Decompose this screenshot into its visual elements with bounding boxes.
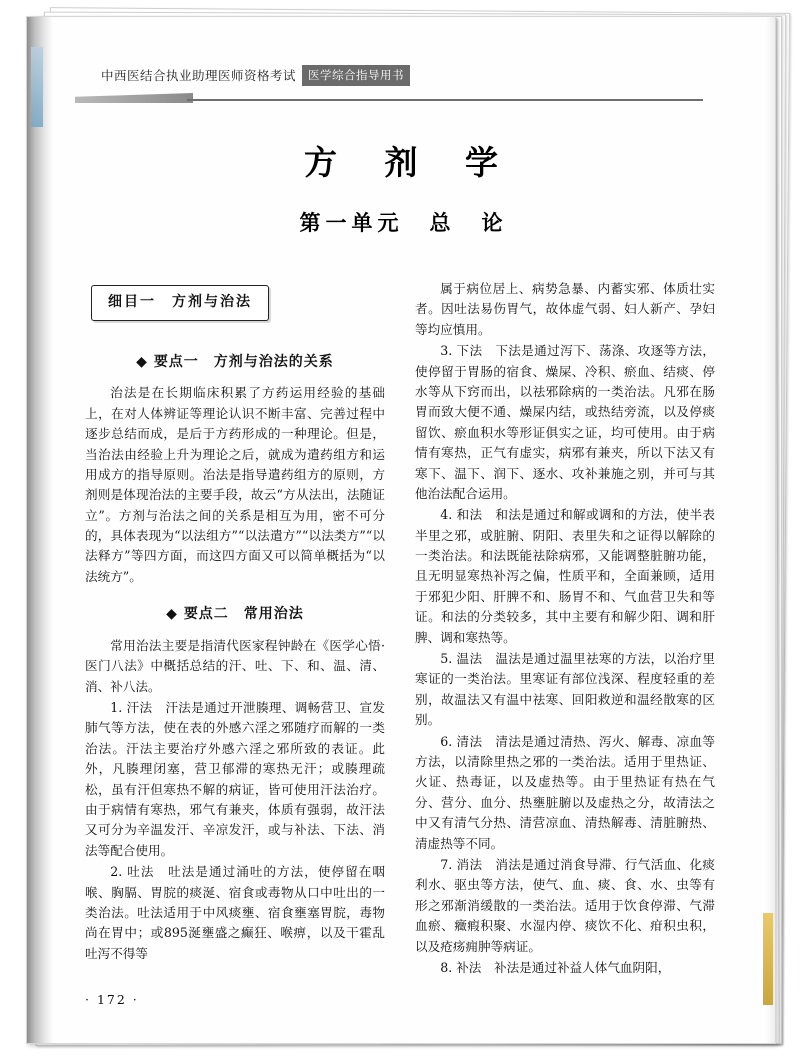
header-rule — [75, 91, 703, 107]
point-heading-two: ◆ 要点二 常用治法 — [166, 606, 304, 623]
page-title: 方 剂 学 — [304, 143, 516, 182]
page-corner-tab — [763, 913, 773, 1005]
paragraph: 1. 汗法 汗法是通过开泄腠理、调畅营卫、宣发肺气等方法，使在表的外感六淫之邪随疗而解的一类治法。汗法主要治疗外感六淫之邪所致的表证。此外，凡腠理闭塞，营卫郁滞的寒热无汗；或腠理疏松，虽有汗但寒热不解的病证，皆可使用汗法治疗。由于病情有寒热，邪气有兼夹，体质有强弱，故汗法又可分为辛温发汗、辛凉发汗，或与补法、下法、消法等配合使用。 — [85, 700, 385, 858]
paragraph: 2. 吐法 吐法是通过涌吐的方法，使停留在咽喉、胸膈、胃脘的痰涎、宿食或毒物从口中吐出的一类治法。吐法适用于中风痰壅、宿食壅塞胃脘，毒物尚在胃中；或895涎壅盛之癫狂、喉痹，以及干霍乱吐泻不得等 — [85, 864, 385, 961]
paragraph: 7. 消法 消法是通过消食导滞、行气活血、化痰利水、驱虫等方法，使气、血、痰、食、水、虫等有形之邪渐消缓散的一类治法。适用于饮食停滞、气滞血瘀、癥瘕积聚、水湿内停、痰饮不化、疳积虫积，以及疮疡痈肿等病证。 — [415, 856, 715, 954]
paragraph: 6. 清法 清法是通过清热、泻火、解毒、凉血等方法，以清除里热之邪的一类治法。适用于里热证、火证、热毒证，以及虚热等。由于里热证有热在气分、营分、血分、热壅脏腑以及虚热之分，故清法之中又有清气分热、清营凉血、清热解毒、清脏腑热、清虚热等不同。 — [415, 733, 715, 851]
section-heading: 细目一 方剂与治法 — [91, 285, 269, 321]
column-right — [415, 279, 715, 979]
running-head-badge: 医学综合指导用书 — [302, 65, 410, 86]
paragraph: 3. 下法 下法是通过泻下、荡涤、攻逐等方法，使停留于胃肠的宿食、燥屎、冷积、瘀血、结痰、停水等从下窍而出，以祛邪除病的一类治法。凡邪在肠胃而致大便不通、燥屎内结，或热结旁流，以及停痰留饮、瘀血积水等形证俱实之证，均可使用。由于病情有寒热，正气有虚实，病邪有兼夹，所以下法又有寒下、温下、润下、逐水、攻补兼施之别，并可与其他治法配合运用。 — [415, 343, 715, 501]
paragraph: 5. 温法 温法是通过温里祛寒的方法，以治疗里寒证的一类治法。里寒证有部位浅深、程度轻重的差别，故温法又有温中祛寒、回阳救逆和温经散寒的区别。 — [415, 651, 715, 728]
running-head — [101, 64, 701, 86]
unit-title: 第一单元 总 论 — [299, 210, 508, 235]
paragraph: 8. 补法 补法是通过补益人体气血阴阳， — [440, 959, 671, 975]
body-columns — [85, 279, 715, 979]
running-head-title: 中西医结合执业助理医师资格考试 — [101, 68, 297, 83]
paragraph: 属于病位居上、病势急暴、内蓄实邪、体质壮实者。因吐法易伤胃气，故体虚气弱、妇人新产、孕妇等均应慎用。 — [415, 281, 715, 337]
header-rule-wedge — [75, 93, 193, 103]
paragraph: 治法是在长期临床积累了方药运用经验的基础上，在对人体辨证等理论认识不断丰富、完善过程中逐步总结而成，是后于方药形成的一种理论。但是，当治法由经验上升为理论之后，就成为遣药组方和运用成方的指导原则。治法是指导遣药组方的原则，方剂则是体现治法的主要手段，故云“方从法出，法随证立”。方剂与治法之间的关系是相互为用，密不可分的，具体表现为“以法组方”“以法遣方”“以法类方”“以法释方”等四方面，而这四方面又可以简单概括为“以法统方”。 — [85, 385, 385, 584]
column-left — [85, 279, 385, 979]
page-number: · 172 · — [85, 992, 139, 1007]
paragraph: 常用治法主要是指清代医家程钟龄在《医学心悟·医门八法》中概括总结的汗、吐、下、和、温、清、消、补八法。 — [85, 637, 385, 694]
paragraph: 4. 和法 和法是通过和解或调和的方法，使半表半里之邪，或脏腑、阴阳、表里失和之证得以解除的一类治法。和法既能祛除病邪，又能调整脏腑功能，且无明显寒热补泻之偏，性质平和，全面兼顾，适用于邪犯少阳、肝脾不和、肠胃不和、气血营卫失和等证。和法的分类较多，其中主要有和解少阳、调和肝脾、调和寒热等。 — [415, 507, 715, 645]
header-rule-line — [187, 99, 703, 101]
point-heading-one: ◆ 要点一 方剂与治法的关系 — [136, 353, 334, 370]
binding-blue-mark — [31, 47, 43, 127]
book-page — [26, 16, 776, 1044]
